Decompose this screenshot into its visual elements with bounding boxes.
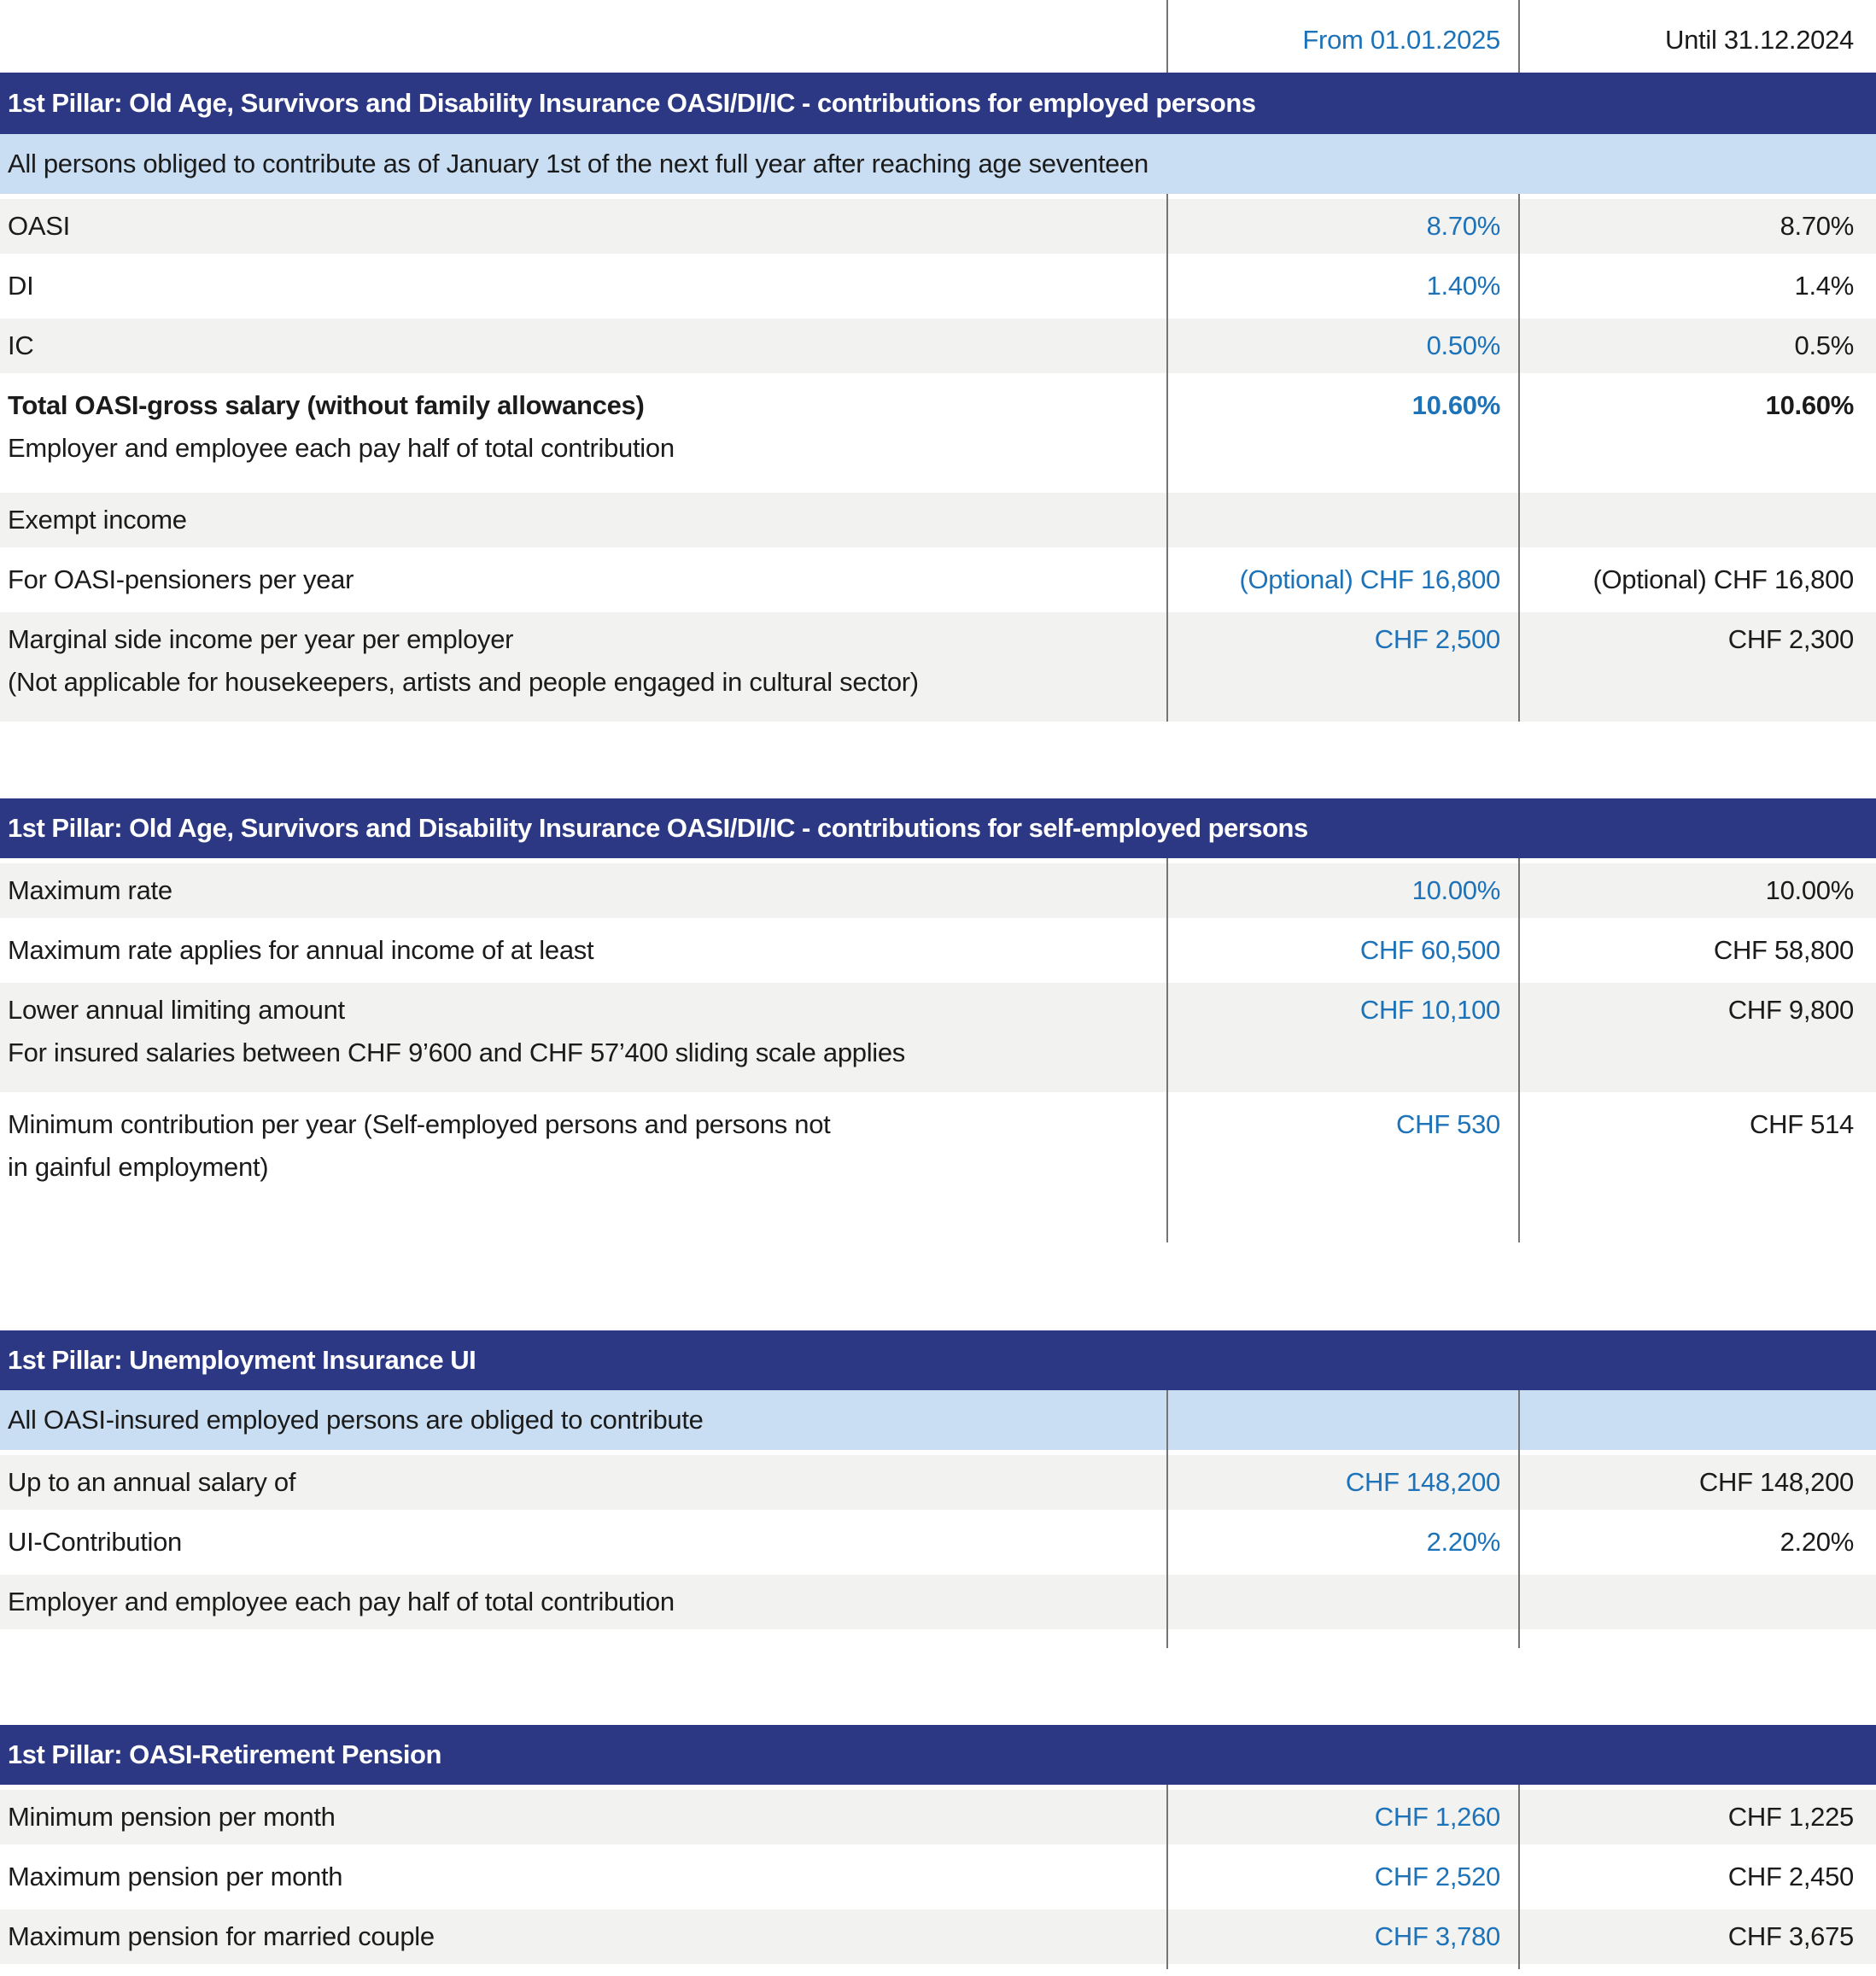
- column-header-row: [0, 0, 1876, 73]
- value-until-2024: CHF 1,225: [1727, 1802, 1854, 1832]
- section-note-row: [0, 1390, 1876, 1450]
- value-from-2025: (Optional) CHF 16,800: [1239, 564, 1500, 594]
- table-row: [0, 1515, 1876, 1570]
- table-row: [0, 378, 1876, 488]
- column-header-from: From 01.01.2025: [1302, 25, 1500, 55]
- row-label: [0, 1850, 1167, 1898]
- value-from-2025: CHF 2,520: [1374, 1862, 1500, 1891]
- value-until-2024: CHF 58,800: [1713, 935, 1854, 965]
- row-label-line1: Lower annual limiting amount: [8, 995, 345, 1025]
- row-label: [0, 378, 1167, 470]
- column-divider-left: [1166, 858, 1168, 1242]
- column-divider-right: [1518, 858, 1520, 1242]
- row-label: [0, 983, 1167, 1074]
- column-divider-right: [1518, 1390, 1520, 1648]
- section-title: 1st Pillar: Unemployment Insurance UI: [8, 1345, 476, 1375]
- row-label: [0, 259, 1167, 307]
- value-from-2025: CHF 1,260: [1374, 1802, 1500, 1832]
- column-divider-right: [1518, 1785, 1520, 1969]
- row-label-line1: Minimum pension per month: [8, 1802, 336, 1832]
- row-label-line1: Maximum rate applies for annual income of at least: [8, 935, 594, 965]
- column-divider-left: [1166, 194, 1168, 722]
- value-from-2025: CHF 148,200: [1345, 1467, 1500, 1497]
- table-row: [0, 552, 1876, 607]
- table-row: [0, 1909, 1876, 1964]
- row-label-line1: Maximum pension for married couple: [8, 1921, 435, 1951]
- row-label-line1: Marginal side income per year per employer: [8, 624, 514, 654]
- section-rows: [0, 1455, 1876, 1634]
- value-until-2024: 0.5%: [1794, 330, 1854, 360]
- value-from-2025: CHF 10,100: [1359, 995, 1500, 1025]
- section-note: All OASI-insured employed persons are obliged to contribute: [8, 1405, 704, 1435]
- row-label: [0, 493, 1167, 541]
- row-label: [0, 923, 1167, 972]
- value-from-2025: CHF 3,780: [1374, 1921, 1500, 1951]
- row-label-line1: Minimum contribution per year (Self-employed persons and persons not: [8, 1109, 831, 1139]
- section-rows: [0, 863, 1876, 1212]
- section-rows: [0, 199, 1876, 727]
- row-label: [0, 1097, 1167, 1189]
- column-divider-left: [1166, 1785, 1168, 1969]
- value-until-2024: [1519, 493, 1876, 499]
- section-header-1: [0, 73, 1876, 134]
- section-title: 1st Pillar: Old Age, Survivors and Disability Insurance OASI/DI/IC - contributions for self-employed persons: [8, 813, 1308, 843]
- value-from-2025: 2.20%: [1426, 1527, 1500, 1557]
- section-note: All persons obliged to contribute as of January 1st of the next full year after reaching age seventeen: [8, 149, 1148, 178]
- table-row: [0, 259, 1876, 313]
- row-label: [0, 1790, 1167, 1839]
- table-row: [0, 923, 1876, 978]
- row-label: [0, 199, 1167, 248]
- row-label: [0, 863, 1167, 912]
- row-label-line2: (Not applicable for housekeepers, artists and people engaged in cultural sector): [8, 667, 919, 697]
- value-until-2024: [1519, 1575, 1876, 1581]
- row-label-line1: Exempt income: [8, 505, 187, 535]
- column-divider-left: [1166, 1390, 1168, 1648]
- section-header-2: [0, 798, 1876, 858]
- table-row: [0, 863, 1876, 918]
- value-until-2024: CHF 514: [1750, 1109, 1854, 1139]
- section-title: 1st Pillar: Old Age, Survivors and Disability Insurance OASI/DI/IC - contributions for employed persons: [8, 88, 1256, 118]
- value-from-2025: 1.40%: [1426, 271, 1500, 301]
- value-until-2024: 10.60%: [1765, 390, 1854, 420]
- row-label-line1: IC: [8, 330, 34, 360]
- value-from-2025: CHF 530: [1396, 1109, 1500, 1139]
- value-until-2024: CHF 9,800: [1727, 995, 1854, 1025]
- table-row: [0, 1455, 1876, 1510]
- value-from-2025: 10.00%: [1411, 875, 1500, 905]
- row-label-line1: Maximum rate: [8, 875, 172, 905]
- row-label-line2: Employer and employee each pay half of total contribution: [8, 433, 675, 463]
- value-until-2024: CHF 2,450: [1727, 1862, 1854, 1891]
- row-label-line1: Maximum pension per month: [8, 1862, 343, 1891]
- row-label: [0, 1909, 1167, 1958]
- column-header-until: Until 31.12.2024: [1665, 25, 1854, 55]
- value-from-2025: [1167, 1575, 1519, 1581]
- value-until-2024: CHF 2,300: [1727, 624, 1854, 654]
- row-label: [0, 1455, 1167, 1504]
- table-row: [0, 199, 1876, 254]
- value-until-2024: 2.20%: [1780, 1527, 1854, 1557]
- row-label-line1: UI-Contribution: [8, 1527, 182, 1557]
- section-rows: [0, 1790, 1876, 1969]
- row-label-line1: OASI: [8, 211, 70, 241]
- row-label: [0, 612, 1167, 704]
- section-header-4: [0, 1725, 1876, 1785]
- table-row: [0, 612, 1876, 722]
- row-label: [0, 552, 1167, 601]
- column-divider-left: [1166, 0, 1168, 73]
- row-label: [0, 1515, 1167, 1564]
- value-from-2025: [1167, 493, 1519, 499]
- row-label-line2: For insured salaries between CHF 9’600 and CHF 57’400 sliding scale applies: [8, 1038, 906, 1067]
- value-until-2024: (Optional) CHF 16,800: [1593, 564, 1854, 594]
- value-until-2024: 10.00%: [1765, 875, 1854, 905]
- value-from-2025: 10.60%: [1411, 390, 1500, 420]
- table-row: [0, 319, 1876, 373]
- row-label-line1: For OASI-pensioners per year: [8, 564, 354, 594]
- value-until-2024: CHF 3,675: [1727, 1921, 1854, 1951]
- value-from-2025: 0.50%: [1426, 330, 1500, 360]
- column-divider-right: [1518, 0, 1520, 73]
- row-label-line2: in gainful employment): [8, 1152, 269, 1182]
- table-row: [0, 493, 1876, 547]
- value-from-2025: 8.70%: [1426, 211, 1500, 241]
- table-row: [0, 1097, 1876, 1207]
- row-label: [0, 319, 1167, 367]
- value-until-2024: CHF 148,200: [1698, 1467, 1854, 1497]
- row-label-line1: Employer and employee each pay half of total contribution: [8, 1587, 675, 1616]
- value-until-2024: 8.70%: [1780, 211, 1854, 241]
- row-label-line1: Total OASI-gross salary (without family allowances): [8, 390, 645, 420]
- column-divider-right: [1518, 194, 1520, 722]
- table-row: [0, 983, 1876, 1092]
- table-row: [0, 1790, 1876, 1844]
- section-note-row: [0, 134, 1876, 194]
- table-row: [0, 1850, 1876, 1904]
- section-header-3: [0, 1330, 1876, 1390]
- value-from-2025: CHF 2,500: [1374, 624, 1500, 654]
- row-label: [0, 1575, 1167, 1623]
- section-title: 1st Pillar: OASI-Retirement Pension: [8, 1739, 441, 1769]
- value-from-2025: CHF 60,500: [1359, 935, 1500, 965]
- value-until-2024: 1.4%: [1794, 271, 1854, 301]
- table-row: [0, 1575, 1876, 1629]
- row-label-line1: Up to an annual salary of: [8, 1467, 296, 1497]
- row-label-line1: DI: [8, 271, 34, 301]
